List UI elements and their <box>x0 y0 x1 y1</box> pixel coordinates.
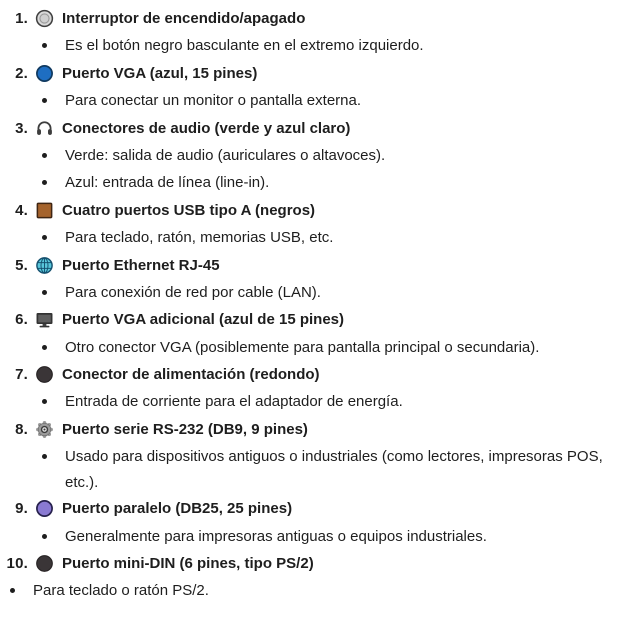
item-heading <box>0 550 639 577</box>
bullet-text: Para teclado, ratón, memorias USB, etc. <box>65 229 334 247</box>
item-number: 1. <box>15 10 28 28</box>
bullet-text: Para conexión de red por cable (LAN). <box>65 283 321 301</box>
bullet-item <box>0 142 639 169</box>
item-title: Puerto Ethernet RJ-45 <box>62 256 220 274</box>
list-item <box>0 5 639 60</box>
item-title: Puerto serie RS-232 (DB9, 9 pines) <box>62 421 308 439</box>
item-title: Conectores de audio (verde y azul claro) <box>62 119 351 137</box>
vga-port-blue-circle-icon <box>35 64 54 83</box>
item-heading <box>0 252 639 279</box>
list-item <box>0 416 639 495</box>
item-number: 3. <box>15 119 28 137</box>
item-title: Interruptor de encendido/apagado <box>62 10 306 28</box>
bullet-item <box>0 87 639 114</box>
item-heading <box>0 197 639 224</box>
item-number: 9. <box>15 500 28 518</box>
bullet-dot <box>42 290 47 295</box>
item-heading <box>0 306 639 333</box>
item-number: 7. <box>15 366 28 384</box>
bullet-text: Entrada de corriente para el adaptador de energía. <box>65 393 403 411</box>
bullet-text: Verde: salida de audio (auriculares o altavoces). <box>65 146 386 164</box>
bullet-text: Usado para dispositivos antiguos o industriales (como lectores, impresoras POS, etc.). <box>65 448 603 491</box>
headphones-icon <box>35 119 54 138</box>
bullet-item <box>0 334 639 361</box>
bullet-text: Para teclado o ratón PS/2. <box>33 582 209 600</box>
list-item <box>0 197 639 252</box>
item-heading <box>0 115 639 142</box>
item-number: 4. <box>15 201 28 219</box>
item-number: 10. <box>6 555 28 573</box>
mini-din-black-circle-icon <box>35 554 54 573</box>
gear-icon <box>35 420 54 439</box>
bullet-text: Generalmente para impresoras antiguas o equipos industriales. <box>65 527 487 545</box>
bullet-dot <box>42 235 47 240</box>
bullet-dot <box>42 180 47 185</box>
item-number: 6. <box>15 311 28 329</box>
bullet-text: Para conectar un monitor o pantalla externa. <box>65 92 362 110</box>
item-number: 8. <box>15 421 28 439</box>
bullet-item <box>0 443 639 495</box>
bullet-item <box>0 523 639 550</box>
item-title: Puerto VGA (azul, 15 pines) <box>62 64 258 82</box>
bullet-item <box>0 169 639 196</box>
bullet-item <box>0 577 639 604</box>
list-item <box>0 550 639 605</box>
bullet-dot <box>42 399 47 404</box>
item-number: 5. <box>15 256 28 274</box>
item-title: Puerto mini-DIN (6 pines, tipo PS/2) <box>62 555 314 573</box>
parallel-port-purple-circle-icon <box>35 499 54 518</box>
bullet-text: Es el botón negro basculante en el extremo izquierdo. <box>65 37 424 55</box>
item-title: Conector de alimentación (redondo) <box>62 366 320 384</box>
bullet-text: Otro conector VGA (posiblemente para pantalla principal o secundaria). <box>65 338 540 356</box>
bullet-item <box>0 279 639 306</box>
list-item <box>0 495 639 550</box>
item-heading <box>0 60 639 87</box>
list-item <box>0 60 639 115</box>
power-connector-black-circle-icon <box>35 365 54 384</box>
bullet-dot <box>42 98 47 103</box>
ethernet-globe-icon <box>35 256 54 275</box>
bullet-item <box>0 224 639 251</box>
list-item <box>0 115 639 197</box>
bullet-dot <box>42 534 47 539</box>
item-heading <box>0 416 639 443</box>
list-item <box>0 306 639 361</box>
list-item <box>0 252 639 307</box>
item-heading <box>0 495 639 522</box>
item-title: Puerto paralelo (DB25, 25 pines) <box>62 500 293 518</box>
bullet-dot <box>42 345 47 350</box>
bullet-dot <box>10 588 15 593</box>
power-switch-icon <box>35 9 54 28</box>
bullet-dot <box>42 153 47 158</box>
item-heading <box>0 361 639 388</box>
usb-brown-square-icon <box>35 201 54 220</box>
bullet-item <box>0 32 639 59</box>
list-item <box>0 361 639 416</box>
bullet-dot <box>42 43 47 48</box>
item-title: Puerto VGA adicional (azul de 15 pines) <box>62 311 345 329</box>
item-title: Cuatro puertos USB tipo A (negros) <box>62 201 316 219</box>
item-heading <box>0 5 639 32</box>
item-number: 2. <box>15 64 28 82</box>
bullet-text: Azul: entrada de línea (line-in). <box>65 174 270 192</box>
monitor-icon <box>35 310 54 329</box>
bullet-item <box>0 388 639 415</box>
bullet-dot <box>42 454 47 459</box>
